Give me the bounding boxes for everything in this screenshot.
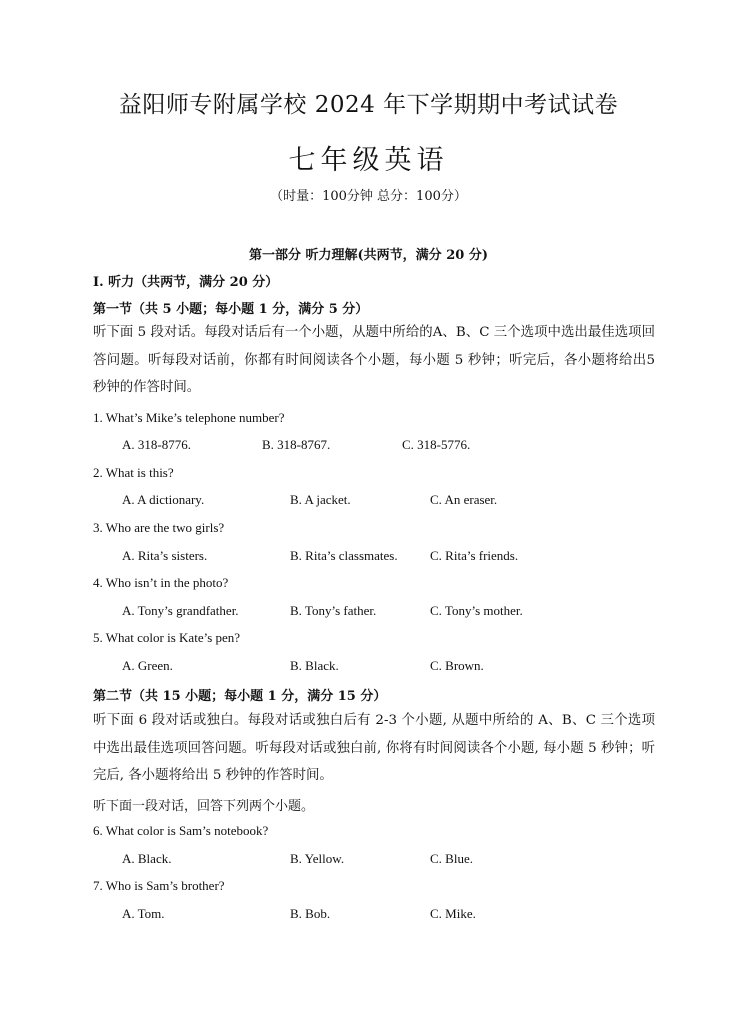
exam-subject: 七年级英语 — [288, 145, 449, 176]
section-one-heading: 第一节（共 5 小题；每小题 1 分，满分 5 分） — [93, 302, 369, 317]
question-7-option-b: B. Bob. — [290, 906, 331, 921]
question-7-option-a: A. Tom. — [122, 906, 165, 921]
question-5-option-b: B. Black. — [290, 658, 339, 673]
question-7: 7. Who is Sam’s brother? — [93, 878, 225, 893]
question-5-option-a: A. Green. — [122, 658, 173, 673]
question-7-option-c: C. Mike. — [430, 906, 476, 921]
question-5-option-c: C. Brown. — [430, 658, 484, 673]
question-5: 5. What color is Kate’s pen? — [93, 630, 241, 645]
part-one-heading: 第一部分 听力理解(共两节，满分 20 分) — [249, 248, 488, 263]
section-two-instructions: 听下面 6 段对话或独白。每段对话或独白后有 2-3 个小题, 从题中所给的 A、B、C 三个选项中选出最佳选项回答问题。听每段对话或独白前, 你将有时间阅读各个小题, 每小题 5 秒钟；听完后, 各小题将给出 5 秒钟的作答时间。 — [93, 713, 655, 783]
question-1-option-c: C. 318-5776. — [402, 437, 471, 452]
question-2-option-a: A. A dictionary. — [122, 492, 205, 507]
question-1: 1. What’s Mike’s telephone number? — [93, 410, 285, 425]
section-one-instructions: 听下面 5 段对话。每段对话后有一个小题，从题中所给的A、B、C 三个选项中选出最佳选项回答问题。听每段对话前，你都有时间阅读各个小题，每小题 5 秒钟；听完后，各小题将给出5 秒钟的作答时间。 — [93, 325, 655, 395]
question-1-option-a: A. 318-8776. — [122, 437, 191, 452]
question-6-option-a: A. Black. — [122, 851, 172, 866]
exam-title: 益阳师专附属学校 2024 年下学期期中考试试卷 — [118, 92, 619, 118]
question-1-option-b: B. 318-8767. — [262, 437, 331, 452]
question-4-option-c: C. Tony’s mother. — [430, 603, 523, 618]
question-4-option-b: B. Tony’s father. — [290, 603, 377, 618]
question-4-option-a: A. Tony’s grandfather. — [122, 603, 239, 618]
question-6: 6. What color is Sam’s notebook? — [93, 823, 269, 838]
question-2-option-b: B. A jacket. — [290, 492, 351, 507]
section-two-heading: 第二节（共 15 小题；每小题 1 分，满分 15 分） — [93, 689, 387, 704]
listening-section-label: I. 听力（共两节，满分 20 分） — [93, 275, 279, 290]
dialog-intro: 听下面一段对话，回答下列两个小题。 — [93, 799, 315, 814]
question-3-option-b: B. Rita’s classmates. — [290, 548, 398, 563]
question-4: 4. Who isn’t in the photo? — [93, 575, 229, 590]
question-2-option-c: C. An eraser. — [430, 492, 498, 507]
time-and-score-info: （时量：100分钟 总分：100分） — [270, 189, 467, 204]
question-3: 3. Who are the two girls? — [93, 520, 225, 535]
question-6-option-c: C. Blue. — [430, 851, 473, 866]
question-6-option-b: B. Yellow. — [290, 851, 345, 866]
question-3-option-c: C. Rita’s friends. — [430, 548, 519, 563]
question-2: 2. What is this? — [93, 465, 174, 480]
question-3-option-a: A. Rita’s sisters. — [122, 548, 208, 563]
